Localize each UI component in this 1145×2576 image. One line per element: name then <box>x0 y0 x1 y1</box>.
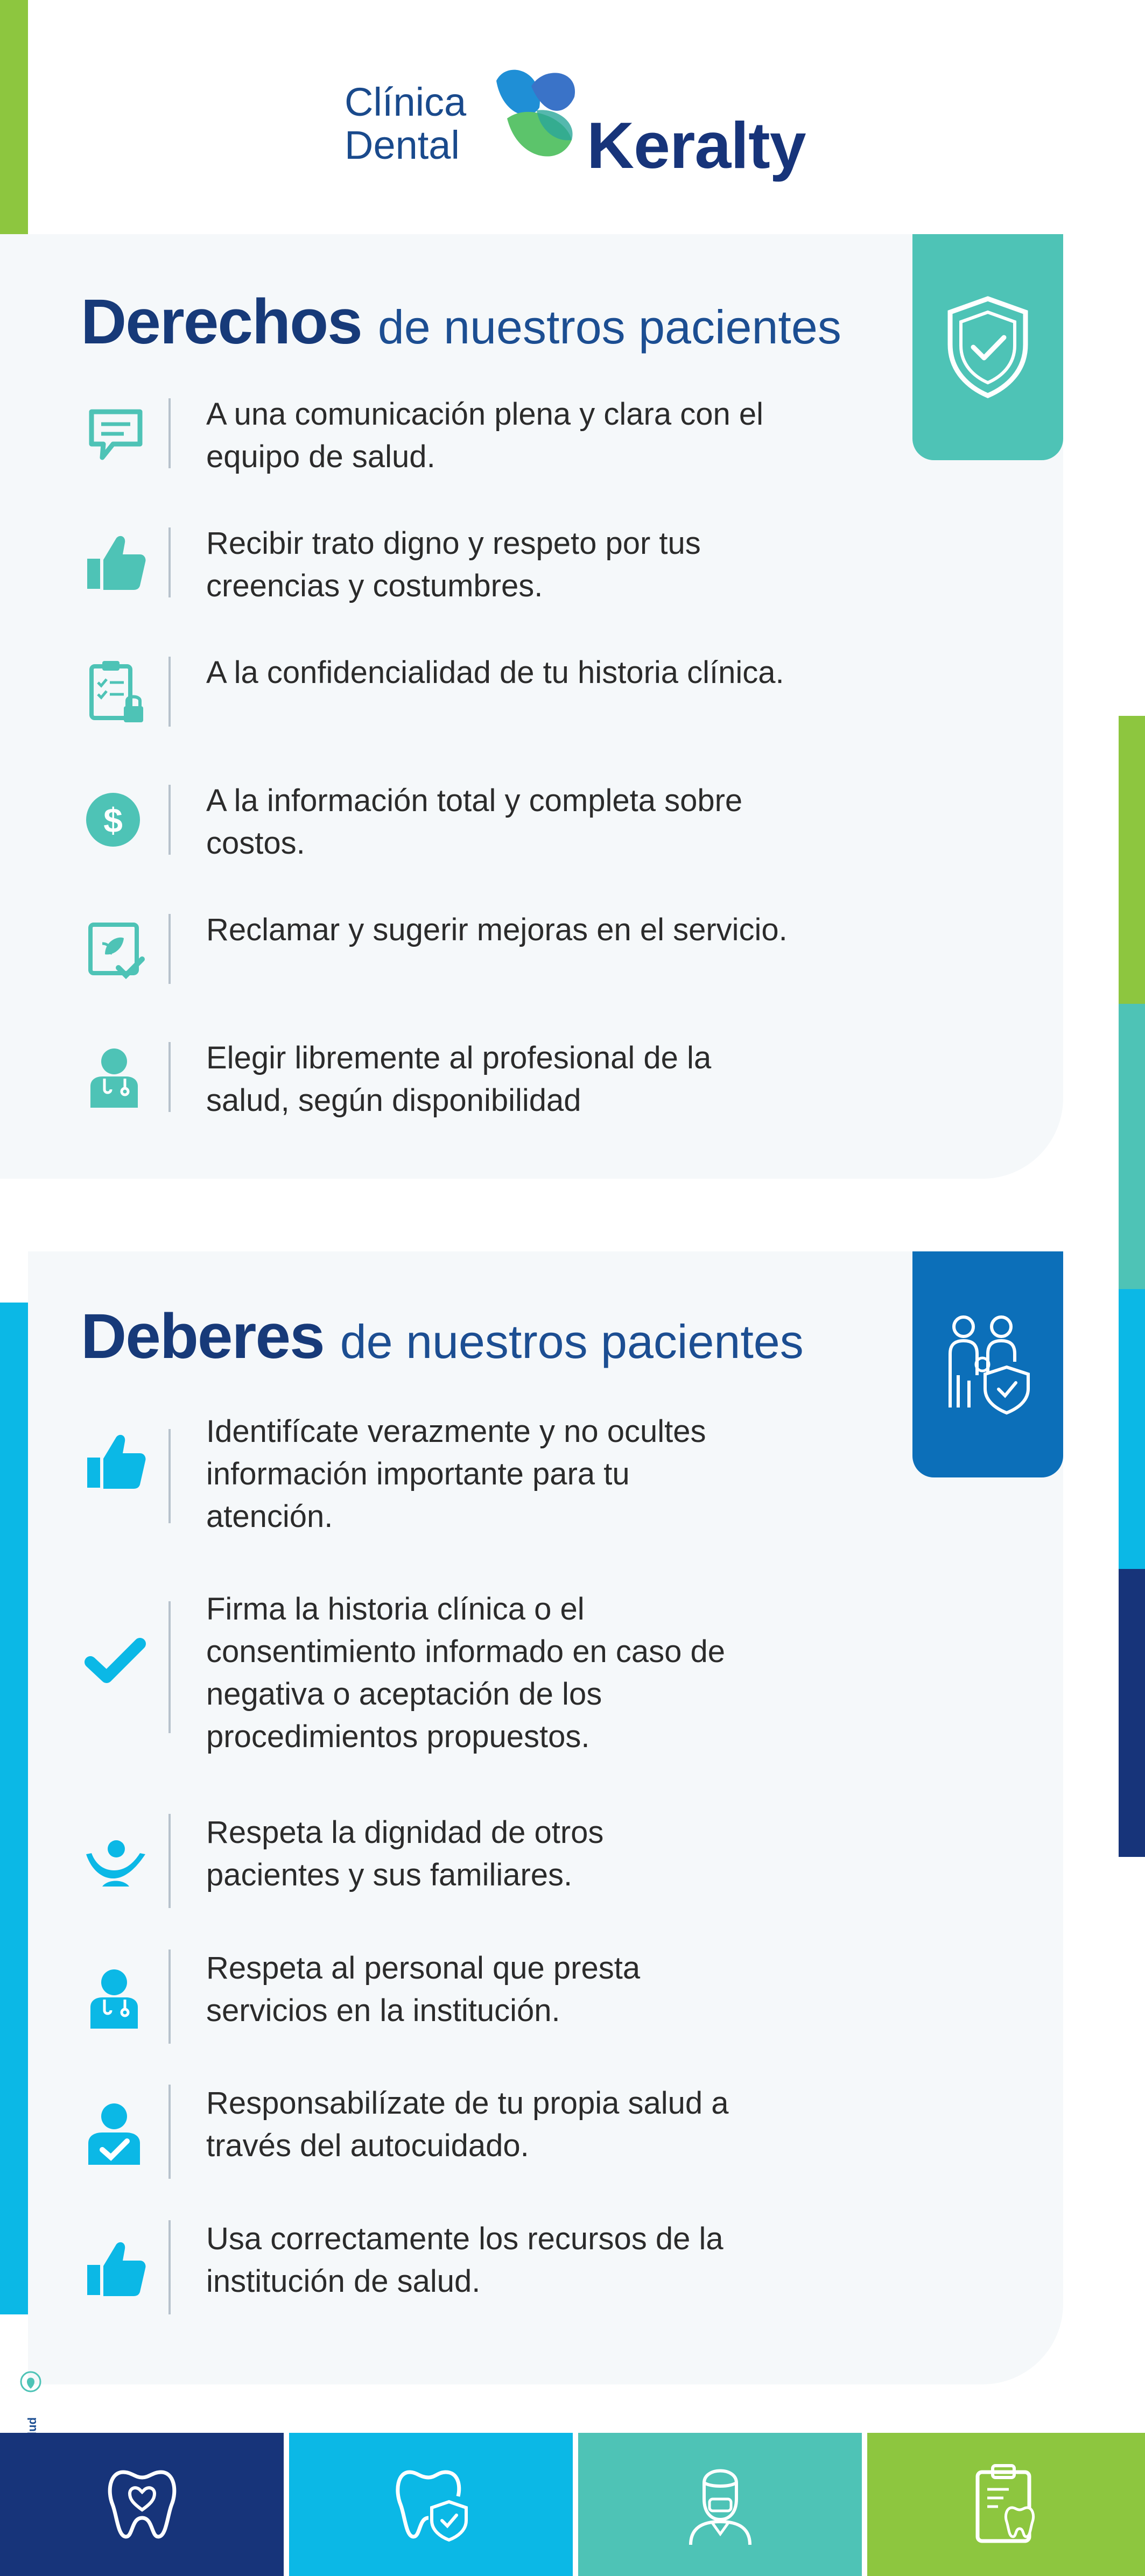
rights-separator <box>168 785 171 855</box>
rights-title <box>81 285 841 358</box>
rights-item-text: Elegir libremente al profesional de la salud, según disponibilidad <box>206 1040 712 1118</box>
shield-check-icon <box>942 293 1034 401</box>
left-stripe-cyan <box>0 1303 28 2314</box>
dollar-coin-icon <box>81 785 151 855</box>
duties-item-text: Firma la historia clínica o el consentimiento informado en caso de negativa o aceptación de los procedimientos propuestos. <box>206 1592 726 1754</box>
duties-item-2 <box>81 1590 834 1754</box>
rights-separator <box>168 657 171 727</box>
chat-bubble-icon <box>81 398 151 468</box>
duties-badge <box>912 1251 1063 1477</box>
rights-item-5 <box>81 911 834 987</box>
rights-title-strong: Derechos <box>81 286 362 357</box>
brand-line2: Dental <box>345 123 460 167</box>
person-check-icon <box>81 2098 151 2168</box>
rights-item-text: A la confidencialidad de tu historia clínica. <box>206 655 784 690</box>
duties-separator <box>168 1949 171 2044</box>
duties-separator <box>168 2220 171 2314</box>
duties-item-text: Identifícate verazmente y no ocultes información importante para tu atención. <box>206 1414 706 1534</box>
checkmark-icon <box>81 1625 151 1695</box>
rights-item-3 <box>81 654 834 729</box>
duties-separator <box>168 1601 171 1733</box>
duties-item-text: Responsabilízate de tu propia salud a través del autocuidado. <box>206 2086 729 2163</box>
brand-line1: Clínica <box>345 80 467 124</box>
feedback-check-icon <box>81 914 151 984</box>
duties-item-4 <box>81 1949 834 2046</box>
duties-item-3 <box>81 1814 834 1911</box>
duties-title <box>81 1300 804 1373</box>
brand-subtitle <box>345 81 466 167</box>
right-stripe-teal <box>1119 1004 1145 1289</box>
rights-separator <box>168 527 171 597</box>
footer-tile-1 <box>0 2433 284 2576</box>
family-shield-icon <box>939 1311 1036 1418</box>
duties-item-5 <box>81 2085 834 2181</box>
duties-item-text: Usa correctamente los recursos de la institución de salud. <box>206 2221 723 2299</box>
clipboard-tooth-icon <box>966 2461 1046 2547</box>
tooth-heart-icon <box>102 2461 182 2547</box>
rights-item-1 <box>81 396 834 474</box>
duties-separator <box>168 2085 171 2179</box>
footer-tile-3 <box>578 2433 862 2576</box>
rights-item-text: Recibir trato digno y respeto por tus creencias y costumbres. <box>206 526 701 603</box>
duties-separator <box>168 1429 171 1523</box>
rights-separator <box>168 398 171 468</box>
footer-tile-4 <box>867 2433 1145 2576</box>
duties-item-6 <box>81 2220 834 2317</box>
duties-card <box>28 1251 1063 2384</box>
rights-card <box>0 234 1063 1179</box>
brand-name: Keralty <box>587 109 806 182</box>
rights-item-4 <box>81 782 834 861</box>
rights-title-light: de nuestros pacientes <box>377 300 841 354</box>
dentist-icon <box>680 2461 761 2547</box>
rights-item-text: Reclamar y sugerir mejoras en el servicio. <box>206 912 788 947</box>
rights-item-6 <box>81 1039 834 1118</box>
svg-text:$: $ <box>103 801 123 840</box>
thumbs-up-icon <box>81 1426 151 1496</box>
duties-title-light: de nuestros pacientes <box>340 1315 804 1368</box>
footer-tile-2 <box>289 2433 573 2576</box>
rights-item-text: A una comunicación plena y clara con el equipo de salud. <box>206 397 763 474</box>
brand-logo <box>345 65 807 183</box>
rights-item-2 <box>81 525 834 603</box>
rights-item-text: A la información total y completa sobre costos. <box>206 783 743 861</box>
thumbs-up-icon <box>81 527 151 597</box>
duties-item-text: Respeta al personal que presta servicios en la institución. <box>206 1951 641 2028</box>
rights-badge <box>912 234 1063 460</box>
clipboard-lock-icon <box>81 657 151 727</box>
rights-separator <box>168 1042 171 1112</box>
right-stripe-navy <box>1119 1569 1145 1857</box>
right-stripe-cyan <box>1119 1289 1145 1569</box>
tooth-shield-icon <box>391 2461 472 2547</box>
rights-separator <box>168 914 171 984</box>
duties-item-1 <box>81 1413 834 1534</box>
caring-hands-icon <box>81 1827 151 1897</box>
right-stripe-green <box>1119 716 1145 1004</box>
duties-separator <box>168 1814 171 1908</box>
doctor-icon <box>81 1042 151 1112</box>
butterfly-logo-icon <box>486 65 588 172</box>
doctor-icon <box>81 1963 151 2033</box>
duties-title-strong: Deberes <box>81 1301 324 1372</box>
duties-item-text: Respeta la dignidad de otros pacientes y sus familiares. <box>206 1815 604 1892</box>
thumbs-up-icon <box>81 2234 151 2304</box>
